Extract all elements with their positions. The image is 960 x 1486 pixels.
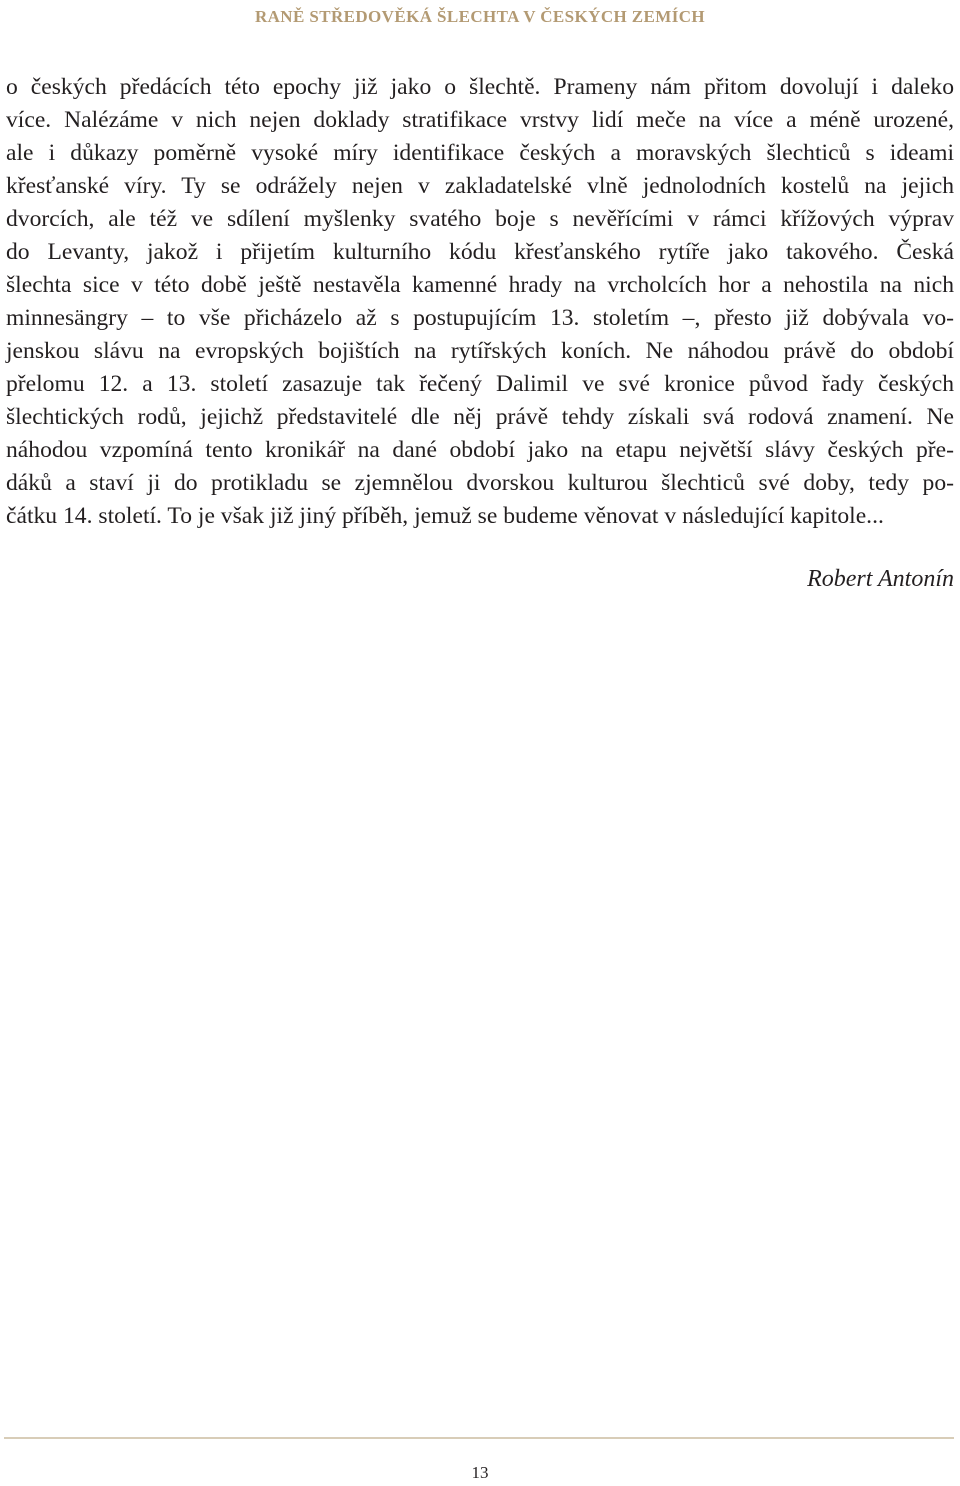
paragraph-line: minnesängry – to vše přicházelo až s postupujícím 13. stoletím –, přesto již dobývala vo- bbox=[6, 305, 954, 331]
page-number: 13 bbox=[471, 1463, 489, 1482]
running-header: RANĚ STŘEDOVĚKÁ ŠLECHTA V ČESKÝCH ZEMÍCH bbox=[254, 7, 706, 26]
paragraph-line: o českých předácích této epochy již jako o šlechtě. Prameny nám přitom dovolují i daleko bbox=[6, 74, 954, 100]
paragraph-line: dvorcích, ale též ve sdílení myšlenky svatého boje s nevěřícími v rámci křížových výprav bbox=[6, 206, 954, 232]
paragraph-line: šlechtických rodů, jejichž představitelé dle něj právě tehdy získali svá rodová znamení. Ne bbox=[6, 404, 954, 430]
paragraph-line: šlechta sice v této době ještě nestavěla kamenné hrady na vrcholcích hor a nehostila na nich bbox=[6, 272, 954, 298]
paragraph-line: jenskou slávu na evropských bojištích na rytířských koních. Ne náhodou právě do období bbox=[6, 338, 954, 364]
paragraph-line: čátku 14. století. To je však již jiný příběh, jemuž se budeme věnovat v následující kapitole... bbox=[6, 503, 884, 529]
paragraph-line: do Levanty, jakož i přijetím kulturního kódu křesťanského rytíře jako takového. Česká bbox=[6, 239, 954, 265]
paragraph-line: křesťanské víry. Ty se odrážely nejen v zakladatelské vlně jednolodních kostelů na jejich bbox=[6, 173, 954, 199]
paragraph-line: dáků a staví ji do protikladu se zjemnělou dvorskou kulturou šlechticů své doby, tedy po- bbox=[6, 470, 954, 496]
paragraph-line: ale i důkazy poměrně vysoké míry identifikace českých a moravských šlechticů s ideami bbox=[6, 140, 954, 166]
paragraph-line: přelomu 12. a 13. století zasazuje tak řečený Dalimil ve své kronice původ řady českých bbox=[6, 371, 954, 397]
author-signature: Robert Antonín bbox=[807, 566, 954, 592]
paragraph-line: více. Nalézáme v nich nejen doklady stratifikace vrstvy lidí meče na více a méně urozené, bbox=[6, 107, 954, 133]
paragraph-line: náhodou vzpomíná tento kronikář na dané období jako na etapu největší slávy českých pře- bbox=[6, 437, 954, 463]
footer-divider bbox=[4, 1437, 954, 1439]
body-paragraph bbox=[6, 71, 954, 533]
